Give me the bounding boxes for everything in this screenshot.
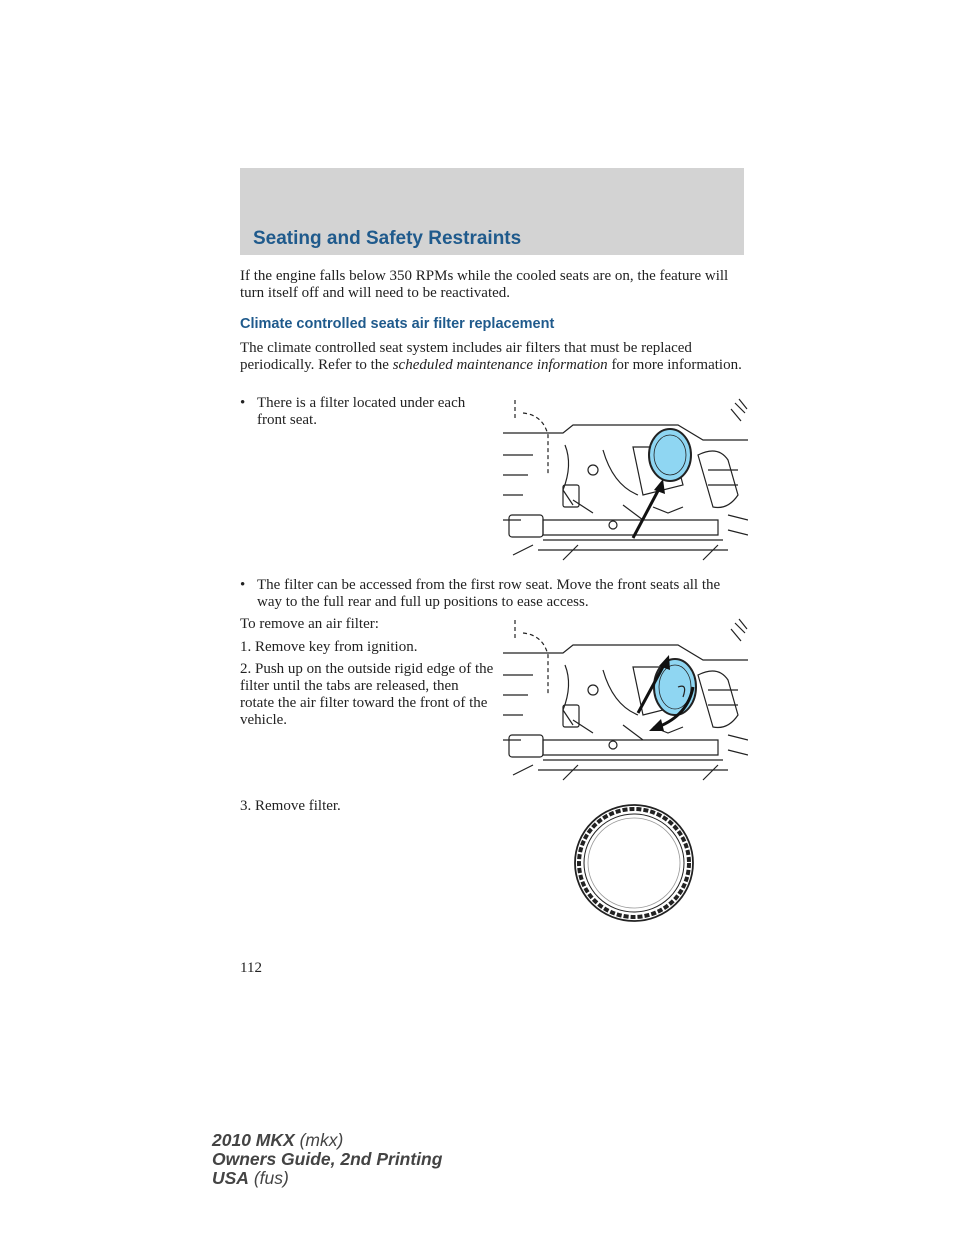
section-paragraph-text: The climate controlled seat system includes air filters that must be replaced periodically. Refer to the — [240, 340, 692, 373]
bullet-text: There is a filter located under each front seat. — [257, 395, 466, 428]
section-paragraph — [240, 340, 745, 374]
bullet-symbol: • — [240, 395, 246, 411]
footer-market-code: (fus) — [253, 1168, 289, 1188]
document-footer — [212, 1131, 442, 1188]
filter-highlight — [654, 659, 696, 715]
bullet-text: The filter can be accessed from the first row seat. Move the front seats all the way to the full rear and full up positions to ease access. — [257, 577, 721, 610]
footer-model: 2010 MKX — [212, 1130, 295, 1150]
filter-highlight — [649, 429, 691, 481]
steps-intro: To remove an air filter: — [240, 616, 379, 632]
air-filter-illustration — [572, 802, 696, 924]
footer-guide: Owners Guide, 2nd Printing — [212, 1149, 443, 1169]
maintenance-reference: scheduled maintenance information — [392, 357, 608, 373]
seat-frame-drawing — [503, 395, 748, 565]
footer-market: USA — [212, 1168, 249, 1188]
footer-model-code: (mkx) — [299, 1130, 344, 1150]
intro-paragraph: If the engine falls below 350 RPMs while the cooled seats are on, the feature will turn itself off and will need to be reactivated. — [240, 268, 729, 301]
step-item: 1. Remove key from ignition. — [240, 639, 418, 655]
step-item: 2. Push up on the outside rigid edge of the filter until the tabs are released, then rotate the air filter toward the front of the vehicle. — [240, 661, 494, 728]
bullet-symbol: • — [240, 577, 246, 593]
subsection-heading: Climate controlled seats air filter replacement — [240, 316, 555, 332]
air-filter-icon — [572, 802, 696, 924]
step-item: 3. Remove filter. — [240, 798, 341, 814]
seat-filter-location-illustration — [503, 395, 748, 565]
page-number: 112 — [240, 960, 262, 976]
arrow-up-icon — [633, 479, 665, 538]
section-paragraph-tail: for more information. — [611, 357, 742, 373]
section-title: Seating and Safety Restraints — [253, 228, 522, 249]
filter-rotate-illustration — [503, 615, 748, 785]
bullet-item — [240, 577, 745, 613]
seat-frame-drawing — [503, 615, 748, 785]
